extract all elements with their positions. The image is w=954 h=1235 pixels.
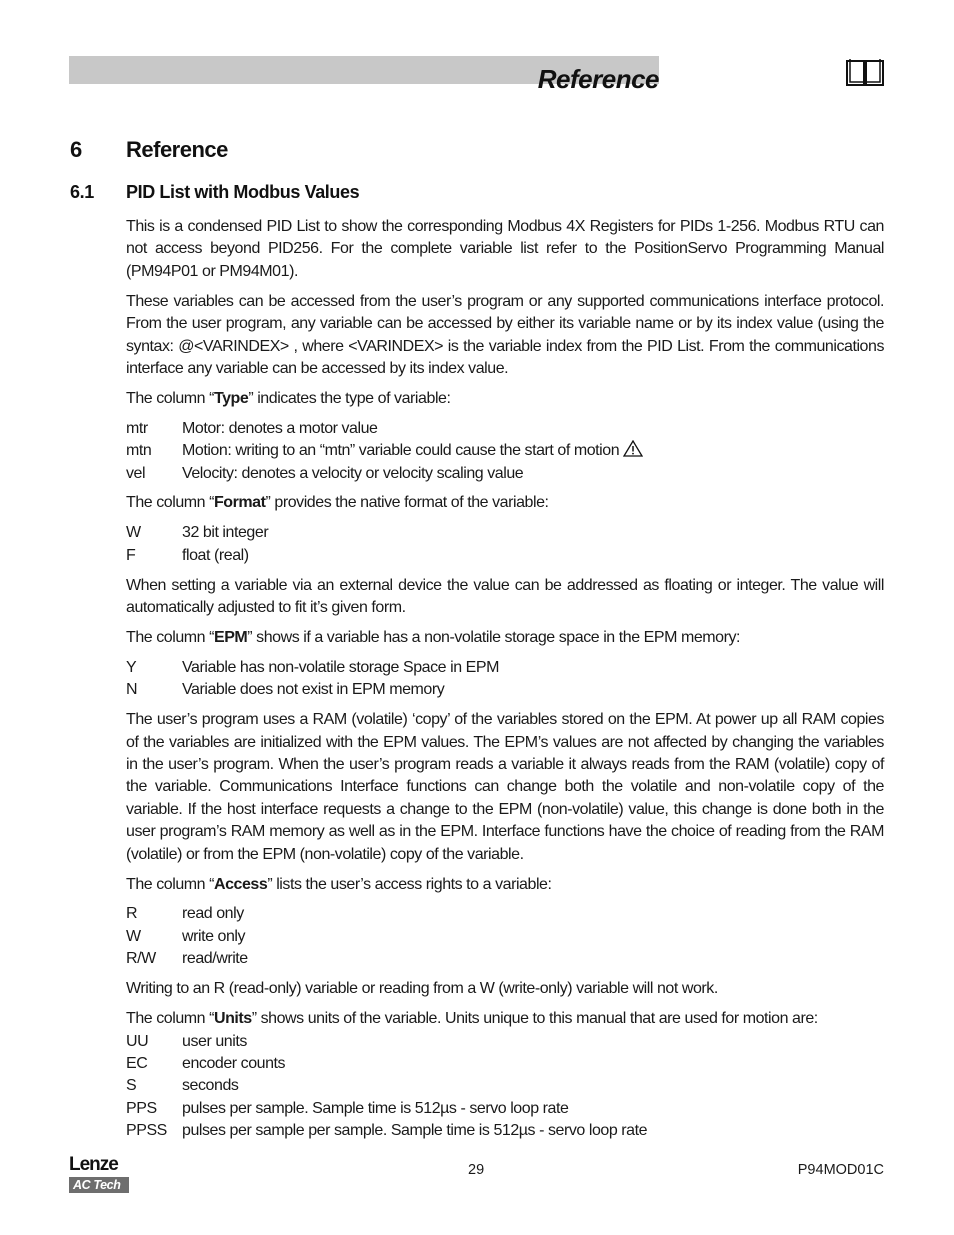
def-desc: encoder counts <box>182 1054 286 1072</box>
epm-term: EPM <box>213 629 248 646</box>
def-desc: write only <box>182 927 246 945</box>
def-row <box>126 463 884 485</box>
def-desc-with-icon <box>182 440 884 462</box>
access-intro-post: ” lists the user’s access rights to a variable: <box>267 875 552 893</box>
epm-intro-post: ” shows if a variable has a non-volatile storage space in the EPM memory: <box>247 629 741 646</box>
logo-actech-badge: AC Tech <box>69 1177 129 1193</box>
intro-paragraph: This is a condensed PID List to show the corresponding Modbus 4X Registers for PIDs 1-256. Modbus RTU can not access beyond PID256. For the complete variable list refer to the PositionServo Programming Manual (PM94P01 or PM94M01). <box>126 218 884 280</box>
format-intro-post: ” provides the native format of the variable: <box>265 494 549 512</box>
def-row <box>126 522 884 544</box>
def-desc: Velocity: denotes a velocity or velocity scaling value <box>182 464 524 482</box>
def-desc: seconds <box>182 1077 239 1095</box>
def-row <box>126 418 884 440</box>
def-key: PPS <box>126 1099 157 1117</box>
def-desc: user units <box>182 1032 247 1050</box>
def-key: N <box>126 681 138 699</box>
rw-note-paragraph: Writing to an R (read-only) variable or reading from a W (write-only) variable will not work. <box>126 980 718 998</box>
def-row <box>126 1053 884 1075</box>
ram-note-paragraph: The user’s program uses a RAM (volatile) ‘copy’ of the variables stored on the EPM. At power up all RAM copies of the variables are initialized with the EPM values. The EPM’s values are not affected by changing the variables in the user’s program. When the user’s program reads a variable it always reads from the RAM (volatile) copy of the variable. Communications Interface functions can change both the volatile and non-volatile copy of the variable. If the host interface requests a change to the EPM (non-volatile) value, this change is done both in the user program’s RAM memory as well as in the EPM. Interface functions have the choice of reading from the RAM (volatile) or from the EPM (non-volatile) copy of the variable. <box>126 711 884 863</box>
epm-definitions <box>126 657 884 702</box>
section-title: Reference <box>126 137 228 162</box>
def-key: mtr <box>126 419 148 437</box>
type-column-intro <box>126 388 884 410</box>
def-row <box>126 657 884 679</box>
def-key: mtn <box>126 442 152 460</box>
def-row <box>126 1098 884 1120</box>
section-heading <box>70 137 228 163</box>
def-row <box>126 679 884 701</box>
book-icon <box>845 57 885 87</box>
body-content <box>126 216 884 1150</box>
access-definitions <box>126 903 884 970</box>
access-vars-paragraph: These variables can be accessed from the user’s program or any supported communications interface protocol. From the user program, any variable can be accessed by either its variable name or by its index value (using the syntax: @<VARINDEX> , where <VARINDEX> is the variable index from the PID List. From the communications interface any variable can be accessed by its index value. <box>126 292 884 377</box>
subsection-number: 6.1 <box>70 182 94 202</box>
def-row <box>126 440 884 462</box>
def-key: W <box>126 927 141 945</box>
units-definitions <box>126 1031 884 1143</box>
def-key: R/W <box>126 950 156 968</box>
document-code: P94MOD01C <box>797 1162 884 1178</box>
float-note-paragraph: When setting a variable via an external device the value can be addressed as floating or integer. The value will automatically adjusted to fit it’s given form. <box>126 576 884 617</box>
logo-lenze-text: Lenze <box>69 1154 118 1175</box>
header-title: Reference <box>537 64 659 94</box>
warning-icon <box>623 440 643 457</box>
def-desc: pulses per sample. Sample time is 512µs - servo loop rate <box>182 1099 569 1117</box>
def-desc: Variable has non-volatile storage Space in EPM <box>182 658 499 676</box>
lenze-actech-logo <box>69 1155 131 1193</box>
type-definitions <box>126 418 884 485</box>
epm-column-intro <box>126 627 884 649</box>
section-number: 6 <box>70 137 82 162</box>
def-row <box>126 903 884 925</box>
units-intro-post: ” shows units of the variable. Units unique to this manual that are used for motion are: <box>251 1010 818 1028</box>
def-row <box>126 1075 884 1097</box>
type-term: Type <box>213 389 249 407</box>
access-column-intro <box>126 874 884 896</box>
def-row <box>126 545 884 567</box>
access-intro-pre: The column “ <box>126 875 214 893</box>
page-number: 29 <box>468 1162 485 1178</box>
def-key: W <box>126 524 141 542</box>
def-row <box>126 926 884 948</box>
access-term: Access <box>213 875 268 893</box>
def-desc: pulses per sample per sample. Sample time is 512µs - servo loop rate <box>182 1122 648 1140</box>
format-term: Format <box>213 494 266 512</box>
def-desc: 32 bit integer <box>182 524 269 542</box>
def-desc: Variable does not exist in EPM memory <box>182 681 445 699</box>
def-row <box>126 948 884 970</box>
format-column-intro <box>126 492 884 514</box>
units-term: Units <box>213 1010 252 1028</box>
format-intro-pre: The column “ <box>126 494 214 512</box>
units-column-intro <box>126 1008 884 1030</box>
def-row <box>126 1120 884 1142</box>
def-desc: Motor: denotes a motor value <box>182 419 378 437</box>
def-key: PPSS <box>126 1122 167 1140</box>
def-key: UU <box>126 1032 149 1050</box>
def-key: F <box>126 546 136 564</box>
def-row <box>126 1031 884 1053</box>
def-desc: read/write <box>182 950 248 968</box>
type-intro-post: ” indicates the type of variable: <box>248 389 451 407</box>
def-desc: float (real) <box>182 546 249 564</box>
def-key: vel <box>126 464 146 482</box>
type-intro-pre: The column “ <box>126 389 214 407</box>
def-key: S <box>126 1077 137 1095</box>
def-key: R <box>126 905 138 923</box>
def-key: EC <box>126 1054 148 1072</box>
def-desc: Motion: writing to an “mtn” variable could cause the start of motion <box>182 442 620 460</box>
format-definitions <box>126 522 884 567</box>
def-key: Y <box>126 658 137 676</box>
def-desc: read only <box>182 905 244 923</box>
units-intro-pre: The column “ <box>126 1010 214 1028</box>
subsection-heading <box>70 182 359 203</box>
subsection-title: PID List with Modbus Values <box>126 182 360 202</box>
epm-intro-pre: The column “ <box>126 629 214 646</box>
